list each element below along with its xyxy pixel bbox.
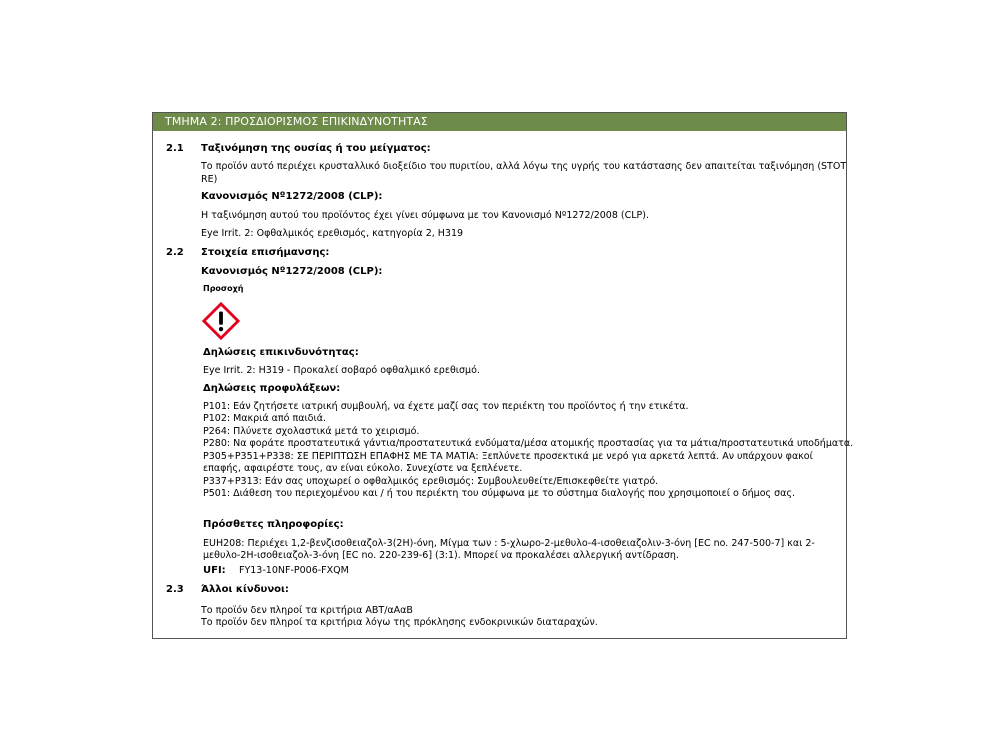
ufi-label: UFI: bbox=[203, 565, 226, 576]
exclamation-mark-hazard-icon bbox=[202, 302, 240, 340]
precaution-p305-cont: επαφής, αφαιρέστε τους, αν είναι εύκολο. Συνεχίστε να ξεπλένετε. bbox=[203, 463, 523, 474]
precaution-p337: P337+P313: Εάν σας υποχωρεί ο οφθαλμικός ερεθισμός: Συμβουλευθείτε/Επισκεφθείτε γιατρό. bbox=[203, 476, 659, 487]
section-number-2-2: 2.2 bbox=[166, 247, 184, 258]
signal-word: Προσοχή bbox=[203, 284, 244, 293]
precaution-p280: P280: Να φοράτε προστατευτικά γάντια/προστατευτικά ενδύματα/μέσα ατομικής προστασίας για τα μάτια/προστατευτικά υποδήματα. bbox=[203, 438, 854, 449]
heading-hazard-statements: Δηλώσεις επικινδυνότητας: bbox=[203, 347, 359, 358]
precaution-p305: P305+P351+P338: ΣΕ ΠΕΡΙΠΤΩΣΗ ΕΠΑΦΗΣ ΜΕ ΤΑ ΜΑΤΙΑ: Ξεπλύνετε προσεκτικά με νερό για αρκετά λεπτά. Αν υπάρχουν φακοί bbox=[203, 451, 813, 462]
precaution-p101: P101: Εάν ζητήσετε ιατρική συμβουλή, να έχετε μαζί σας τον περιέκτη του προϊόντος ή την ετικέτα. bbox=[203, 401, 689, 412]
hazard-statement: Eye Irrit. 2: H319 - Προκαλεί σοβαρό οφθαλμικό ερεθισμό. bbox=[203, 365, 480, 376]
precaution-p102: P102: Μακριά από παιδιά. bbox=[203, 413, 326, 424]
classification-category: Eye Irrit. 2: Οφθαλμικός ερεθισμός, κατηγορία 2, H319 bbox=[201, 228, 464, 239]
other-hazards-line1: Το προϊόν δεν πληροί τα κριτήρια ΑΒΤ/αΑαΒ bbox=[201, 605, 413, 616]
clp-regulation-text: Η ταξινόμηση αυτού του προϊόντος έχει γίνει σύμφωνα με τον Κανονισμό Nº1272/2008 (CLP). bbox=[201, 210, 649, 221]
heading-clp-regulation-2: Κανονισμός Nº1272/2008 (CLP): bbox=[201, 266, 383, 277]
heading-label-elements: Στοιχεία επισήμανσης: bbox=[201, 247, 330, 258]
classification-text-line1: Το προϊόν αυτό περιέχει κρυσταλλικό διοξείδιο του πυριτίου, αλλά λόγω της υγρής του κατάστασης δεν απαιτείται ταξινόμηση (STOT bbox=[201, 161, 847, 172]
ufi-value: FY13-10NF-P006-FXQM bbox=[239, 565, 349, 576]
other-hazards-line2: Το προϊόν δεν πληροί τα κριτήρια λόγω της πρόκλησης ενδοκρινικών διαταραχών. bbox=[201, 617, 598, 628]
additional-info-line2: μεθυλο-2H-ισοθειαζολ-3-όνη [EC no. 220-239-6] (3:1). Μπορεί να προκαλέσει αλλεργική αντίδραση. bbox=[203, 550, 679, 561]
section-title: ΤΜΗΜΑ 2: ΠΡΟΣΔΙΟΡΙΣΜΟΣ ΕΠΙΚΙΝΔΥΝΟΤΗΤΑΣ bbox=[153, 113, 846, 131]
precaution-p501: P501: Διάθεση του περιεχομένου και / ή του περιέκτη του σύμφωνα με το σύστημα διαλογής που χρησιμοποιεί ο δήμος σας. bbox=[203, 488, 795, 499]
heading-classification: Ταξινόμηση της ουσίας ή του μείγματος: bbox=[201, 143, 431, 154]
section-number-2-3: 2.3 bbox=[166, 584, 184, 595]
heading-clp-regulation: Κανονισμός Nº1272/2008 (CLP): bbox=[201, 191, 383, 202]
heading-precautionary-statements: Δηλώσεις προφυλάξεων: bbox=[203, 383, 341, 394]
section-number-2-1: 2.1 bbox=[166, 143, 184, 154]
heading-additional-info: Πρόσθετες πληροφορίες: bbox=[203, 519, 344, 530]
classification-text-line2: RE) bbox=[201, 174, 218, 185]
additional-info-line1: EUH208: Περιέχει 1,2-βενζισοθειαζολ-3(2H)-όνη, Μίγμα των : 5-χλωρο-2-μεθυλο-4-ισοθειαζολιν-3-όνη [EC no. 247-500-7] και 2- bbox=[203, 538, 815, 549]
sds-section-2 bbox=[152, 112, 854, 639]
heading-other-hazards: Άλλοι κίνδυνοι: bbox=[201, 584, 289, 595]
precaution-p264: P264: Πλύνετε σχολαστικά μετά το χειρισμό. bbox=[203, 426, 420, 437]
